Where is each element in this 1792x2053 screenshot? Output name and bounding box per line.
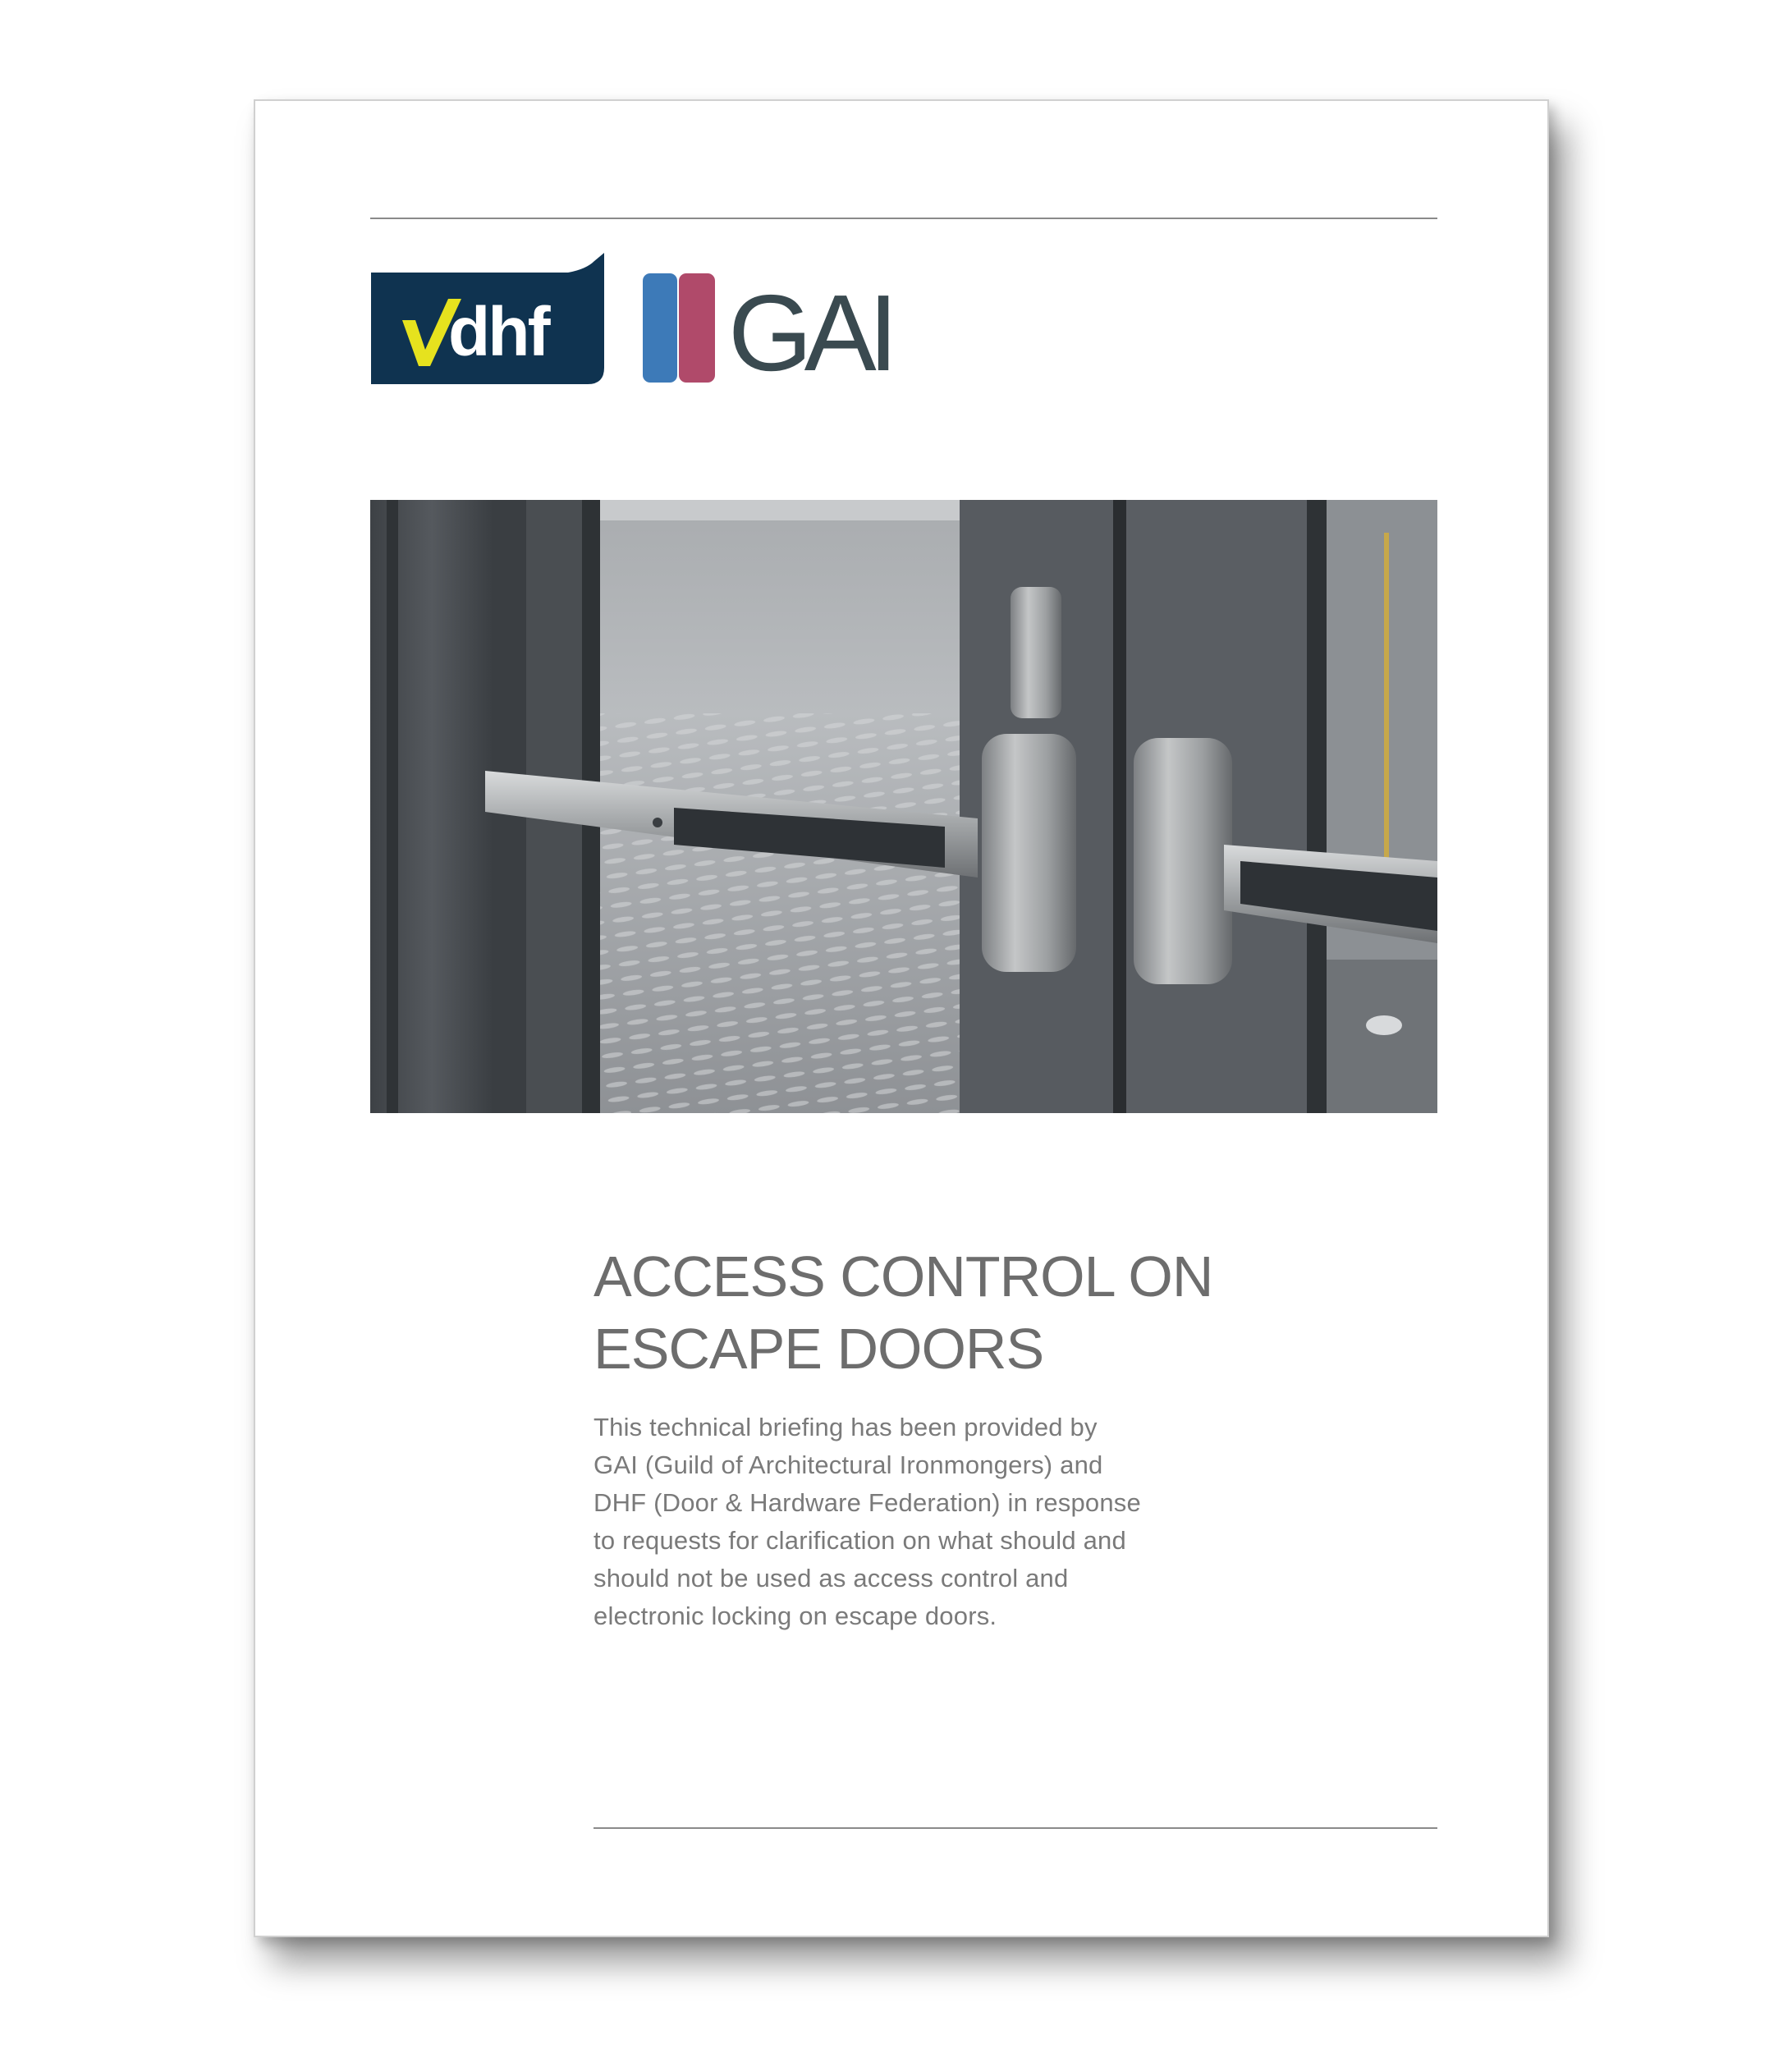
svg-text:dhf: dhf: [448, 293, 548, 370]
top-rule: [370, 218, 1437, 219]
title-line-1: ACCESS CONTROL ON: [594, 1244, 1213, 1308]
intro-paragraph: [594, 1409, 1185, 1635]
intro-line: to requests for clarification on what should and: [594, 1526, 1126, 1555]
intro-line: GAI (Guild of Architectural Ironmongers) and: [594, 1450, 1103, 1479]
door-panic-bar-photo: [370, 500, 1437, 1113]
document-title: [594, 1240, 1414, 1385]
bottom-rule: [594, 1827, 1437, 1829]
intro-line: DHF (Door & Hardware Federation) in response: [594, 1488, 1141, 1517]
intro-line: electronic locking on escape doors.: [594, 1602, 997, 1630]
title-line-2: ESCAPE DOORS: [594, 1317, 1044, 1381]
gai-logo: [643, 273, 914, 384]
svg-text:GAI: GAI: [728, 273, 891, 384]
document-page: [254, 99, 1549, 1937]
dhf-logo: [371, 253, 604, 384]
intro-line: This technical briefing has been provided by: [594, 1413, 1098, 1441]
intro-line: should not be used as access control and: [594, 1564, 1069, 1592]
